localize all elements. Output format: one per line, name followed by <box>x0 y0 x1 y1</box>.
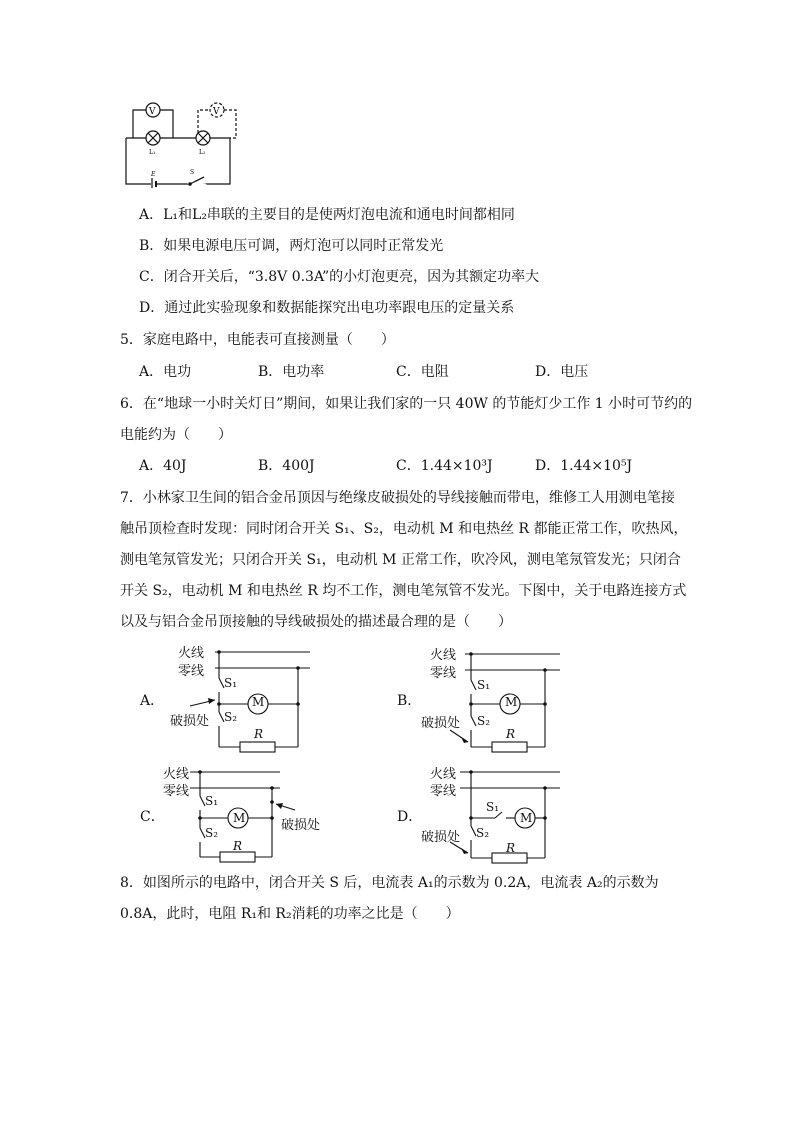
q7-b-motor-label: M <box>505 695 518 709</box>
q8-line-1: 8．如图所示的电路中，闭合开关 S 后，电流表 A₁的示数为 0.2A，电流表 A₂的示数为 <box>120 875 659 891</box>
q5-option-d: D．电压 <box>535 364 589 380</box>
q5-stem: 5．家庭电路中，电能表可直接测量（ ） <box>120 332 395 348</box>
q7-line-5: 以及与铝合金吊顶接触的导线破损处的描述最合理的是（ ） <box>120 614 512 630</box>
s-label: S <box>190 169 195 176</box>
v2-label: V <box>213 107 220 117</box>
q6-option-a: A．40J <box>139 458 187 474</box>
q7-b-zero-label: 零线 <box>430 666 457 681</box>
q7-b-r-label: R <box>506 727 516 741</box>
q7-d-motor-label: M <box>520 811 533 825</box>
q7-d-damage-label: 破损处 <box>421 830 461 845</box>
q7-c-s2-label: S₂ <box>205 826 219 840</box>
q7-d-r-label: R <box>506 841 516 855</box>
q6-option-b: B．400J <box>258 458 315 474</box>
q7-a-r-label: R <box>254 727 264 741</box>
q7-diagram-b-label: B． <box>397 693 422 709</box>
q7-a-motor-label: M <box>252 695 265 709</box>
q6-option-c: C．1.44×10³J <box>396 458 493 474</box>
q7-line-3: 测电笔氖管发光；只闭合开关 S₁，电动机 M 正常工作，吹冷风，测电笔氖管发光；只闭合 <box>120 552 681 568</box>
q6-stem-line1: 6．在“地球一小时关灯日”期间，如果让我们家的一只 40W 的节能灯少工作 1 小时可节约的 <box>120 396 693 412</box>
l2-label: L₂ <box>199 149 206 156</box>
q7-a-s1-label: S₁ <box>224 676 238 690</box>
q7-c-damage-label: 破损处 <box>281 818 321 833</box>
v1-label: V <box>149 107 156 117</box>
q4-circuit-diagram <box>118 96 238 188</box>
q7-a-damage-label: 破损处 <box>170 714 210 729</box>
q7-line-4: 开关 S₂，电动机 M 和电热丝 R 均不工作，测电笔氖管不发光。下图中，关于电路连接方式 <box>120 583 687 599</box>
q7-a-s2-label: S₂ <box>224 710 238 724</box>
q7-d-s2-label: S₂ <box>476 826 490 840</box>
l1-label: L₁ <box>149 149 156 156</box>
q7-c-motor-label: M <box>233 811 246 825</box>
q7-d-zero-label: 零线 <box>430 784 457 799</box>
q7-b-s1-label: S₁ <box>477 678 491 692</box>
q7-line-1: 7．小林家卫生间的铝合金吊顶因与绝缘皮破损处的导线接触而带电，维修工人用测电笔接 <box>120 490 675 506</box>
q4-option-a: A．L₁和L₂串联的主要目的是使两灯泡电流和通电时间都相同 <box>139 207 515 223</box>
q7-d-fire-label: 火线 <box>430 767 457 782</box>
q5-option-c: C．电阻 <box>396 364 449 380</box>
q7-b-fire-label: 火线 <box>430 648 457 663</box>
q7-c-r-label: R <box>233 839 243 853</box>
q5-option-a: A．电功 <box>139 364 192 380</box>
q7-c-zero-label: 零线 <box>163 784 190 799</box>
q7-diagram-d-label: D． <box>397 809 423 825</box>
q7-a-zero-label: 零线 <box>178 664 205 679</box>
q7-b-s2-label: S₂ <box>477 714 491 728</box>
q7-a-fire-label: 火线 <box>178 646 205 661</box>
q6-option-d: D．1.44×10⁵J <box>535 458 633 474</box>
q7-line-2: 触吊顶检查时发现：同时闭合开关 S₁、S₂，电动机 M 和电热丝 R 都能正常工作，吹热风， <box>120 521 688 537</box>
q4-option-c: C．闭合开关后，“3.8V 0.3A”的小灯泡更亮，因为其额定功率大 <box>139 269 540 285</box>
q7-b-damage-label: 破损处 <box>421 716 461 731</box>
q7-diagram-a-label: A． <box>140 693 165 709</box>
q8-line-2: 0.8A，此时，电阻 R₁和 R₂消耗的功率之比是（ ） <box>120 906 460 922</box>
q7-diagram-c-label: C． <box>140 809 165 825</box>
q4-option-d: D．通过此实验现象和数据能探究出电功率跟电压的定量关系 <box>139 300 515 316</box>
e-label: E <box>151 171 156 178</box>
q4-option-b: B．如果电源电压可调，两灯泡可以同时正常发光 <box>139 238 444 254</box>
q7-c-fire-label: 火线 <box>163 767 190 782</box>
q5-option-b: B．电功率 <box>258 364 325 380</box>
q7-c-s1-label: S₁ <box>205 794 219 808</box>
q7-d-s1-label: S₁ <box>486 800 500 814</box>
q6-stem-line2: 电能约为（ ） <box>120 427 232 443</box>
